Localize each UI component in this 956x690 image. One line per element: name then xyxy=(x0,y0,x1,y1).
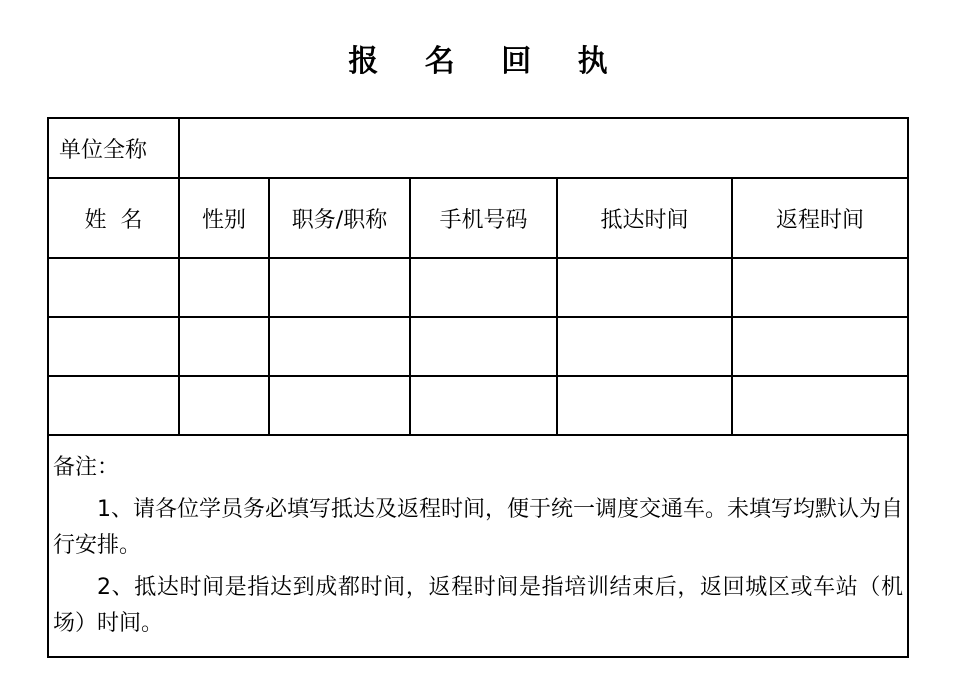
header-arrival-time: 抵达时间 xyxy=(557,178,732,258)
unit-row xyxy=(48,118,908,178)
name-cell[interactable] xyxy=(48,376,179,435)
table-row xyxy=(48,317,908,376)
gender-cell[interactable] xyxy=(179,258,269,317)
note-item-2: 2、抵达时间是指达到成都时间，返程时间是指培训结束后，返回城区或车站（机场）时间。 xyxy=(53,575,904,636)
position-cell[interactable] xyxy=(269,317,410,376)
registration-form-table xyxy=(47,117,909,658)
position-cell[interactable] xyxy=(269,376,410,435)
header-position: 职务/职称 xyxy=(269,178,410,258)
phone-cell[interactable] xyxy=(410,317,557,376)
header-gender: 性别 xyxy=(179,178,269,258)
notes-title: 备注： xyxy=(53,455,120,480)
unit-name-field[interactable] xyxy=(179,118,908,178)
arrival-time-cell[interactable] xyxy=(557,317,732,376)
arrival-time-cell[interactable] xyxy=(557,376,732,435)
table-row xyxy=(48,376,908,435)
note-item-1: 1、请各位学员务必填写抵达及返程时间，便于统一调度交通车。未填写均默认为自行安排。 xyxy=(53,497,904,558)
position-cell[interactable] xyxy=(269,258,410,317)
gender-cell[interactable] xyxy=(179,317,269,376)
header-row xyxy=(48,178,908,258)
page-title: 报 名 回 执 xyxy=(348,44,626,79)
phone-cell[interactable] xyxy=(410,376,557,435)
gender-cell[interactable] xyxy=(179,376,269,435)
arrival-time-cell[interactable] xyxy=(557,258,732,317)
return-time-cell[interactable] xyxy=(732,376,908,435)
return-time-cell[interactable] xyxy=(732,258,908,317)
unit-name-label: 单位全称 xyxy=(48,118,179,178)
phone-cell[interactable] xyxy=(410,258,557,317)
notes-section xyxy=(48,435,908,657)
table-row xyxy=(48,258,908,317)
name-cell[interactable] xyxy=(48,258,179,317)
header-return-time: 返程时间 xyxy=(732,178,908,258)
return-time-cell[interactable] xyxy=(732,317,908,376)
header-name: 姓 名 xyxy=(48,178,179,258)
header-phone: 手机号码 xyxy=(410,178,557,258)
name-cell[interactable] xyxy=(48,317,179,376)
notes-row xyxy=(48,435,908,657)
